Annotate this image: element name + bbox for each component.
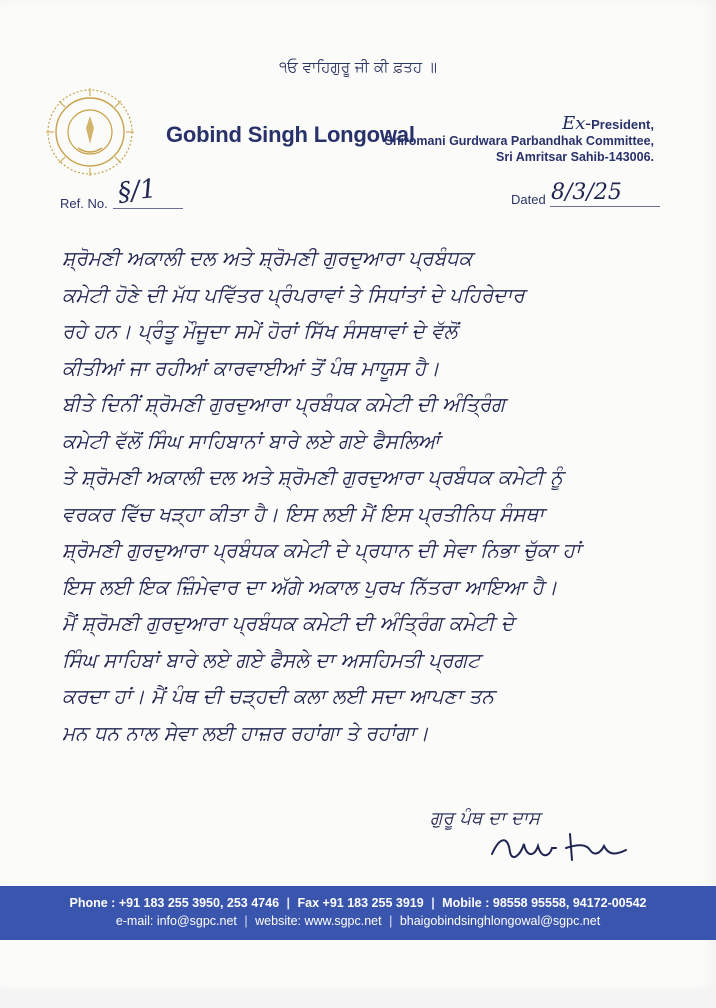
letter-line: ਕਰਦਾ ਹਾਂ। ਮੈਂ ਪੰਥ ਦੀ ਚੜ੍ਹਦੀ ਕਲਾ ਲਈ ਸਦਾ ਆਪਣਾ ਤਨ (62, 684, 495, 708)
letterhead-name: Gobind Singh Longowal (166, 122, 415, 147)
website-link[interactable]: www.sgpc.net (304, 914, 382, 928)
handwritten-letter-body (62, 240, 662, 751)
letter-line: ਮੈਂ ਸ਼੍ਰੋਮਣੀ ਗੁਰਦੁਆਰਾ ਪ੍ਰਬੰਧਕ ਕਮੇਟੀ ਦੀ ਅੰਤ੍ਰਿੰਗ ਕਮੇਟੀ ਦੇ (62, 611, 514, 635)
letter-line: ਸ਼੍ਰੋਮਣੀ ਗੁਰਦੁਆਰਾ ਪ੍ਰਬੰਧਕ ਕਮੇਟੀ ਦੇ ਪ੍ਰਧਾਨ ਦੀ ਸੇਵਾ ਨਿਭਾ ਚੁੱਕਾ ਹਾਂ (62, 538, 581, 562)
ref-no-underline (113, 208, 183, 209)
letter-line: ਰਹੇ ਹਨ। ਪ੍ਰੰਤੂ ਮੌਜੂਦਾ ਸਮੇਂ ਹੋਰਾਂ ਸਿੱਖ ਸੰਸਥਾਵਾਂ ਦੇ ਵੱਲੋਂ (62, 319, 458, 343)
org-line-1: Shiromani Gurdwara Parbandhak Committee, (384, 134, 654, 148)
email2-link[interactable]: bhaigobindsinghlongowal@sgpc.net (399, 914, 601, 928)
website-label: website: (255, 914, 301, 928)
letter-line: ਮਨ ਧਨ ਨਾਲ ਸੇਵਾ ਲਈ ਹਾਜ਼ਰ ਰਹਾਂਗਾ ਤੇ ਰਹਾਂਗਾ। (62, 720, 429, 745)
footer-contact-row: Phone : +91 183 255 3950, 253 4746 | Fax +91 183 255 3919 | Mobile : 98558 95558, 94172-00542 (69, 896, 647, 910)
fax-value: +91 183 255 3919 (322, 896, 424, 910)
email-link[interactable]: info@sgpc.net (156, 914, 237, 928)
footer-contact-band (0, 886, 716, 940)
dated-value: 8/3/25 (551, 180, 622, 205)
mobile-value: 98558 95558, 94172-00542 (492, 896, 647, 910)
mobile-label: Mobile : (442, 896, 490, 910)
letter-line: ਸ਼੍ਰੋਮਣੀ ਅਕਾਲੀ ਦਲ ਅਤੇ ਸ਼੍ਰੋਮਣੀ ਗੁਰਦੁਆਰਾ ਪ੍ਰਬੰਧਕ (62, 246, 473, 270)
title-text: President, (591, 117, 654, 132)
ref-no-value: §/1 (116, 174, 158, 208)
invocation-text: ੧ਓ ਵਾਹਿਗੁਰੂ ਜੀ ਕੀ ਫ਼ਤਹ ॥ (278, 58, 437, 76)
phone-value: +91 183 255 3950, 253 4746 (118, 896, 280, 910)
fax-label: Fax (297, 896, 320, 910)
ref-no-label: Ref. No. (60, 196, 108, 211)
title-prefix: Ex- (562, 113, 592, 134)
letter-closing: ਗੁਰੂ ਪੰਥ ਦਾ ਦਾਸ (430, 808, 540, 829)
letter-line: ਬੀਤੇ ਦਿਨੀਂ ਸ਼੍ਰੋਮਣੀ ਗੁਰਦੁਆਰਾ ਪ੍ਰਬੰਧਕ ਕਮੇਟੀ ਦੀ ਅੰਤ੍ਰਿੰਗ (62, 392, 506, 416)
letter-line: ਕਮੇਟੀ ਹੋਣੇ ਦੀ ਮੱਧ ਪਵਿੱਤਰ ਪ੍ਰੰਪਰਾਵਾਂ ਤੇ ਸਿਧਾਂਤਾਂ ਦੇ ਪਹਿਰੇਦਾਰ (62, 282, 525, 307)
dated-label: Dated (511, 192, 546, 207)
handwritten-signature-icon (486, 826, 646, 868)
letter-line: ਵਰਕਰ ਵਿੱਚ ਖੜ੍ਹਾ ਕੀਤਾ ਹੈ। ਇਸ ਲਈ ਮੈਂ ਇਸ ਪ੍ਰਤੀਨਿਧ ਸੰਸਥਾ (62, 501, 544, 526)
org-line-2: Sri Amritsar Sahib-143006. (496, 150, 654, 164)
letter-line: ਇਸ ਲਈ ਇਕ ਜ਼ਿੰਮੇਵਾਰ ਦਾ ਅੱਗੇ ਅਕਾਲ ਪੁਰਖ ਨਿੱਤਰਾ ਆਇਆ ਹੈ। (62, 574, 558, 599)
seal-emblem-icon (44, 86, 136, 178)
footer-online-row: e-mail: info@sgpc.net | website: www.sgpc.net | bhaigobindsinghlongowal@sgpc.net (115, 914, 601, 928)
letter-line: ਸਿੰਘ ਸਾਹਿਬਾਂ ਬਾਰੇ ਲਏ ਗਏ ਫੈਸਲੇ ਦਾ ਅਸਹਿਮਤੀ ਪ੍ਰਗਟ (62, 647, 481, 672)
letter-line: ਕਮੇਟੀ ਵੱਲੋਂ ਸਿੰਘ ਸਾਹਿਬਾਨਾਂ ਬਾਰੇ ਲਏ ਗਏ ਫੈਸਲਿਆਂ (62, 428, 440, 453)
letterhead-title-block (384, 113, 654, 165)
phone-label: Phone : (69, 896, 116, 910)
email-label: e-mail: (115, 914, 154, 928)
letter-line: ਤੇ ਸ਼੍ਰੋਮਣੀ ਅਕਾਲੀ ਦਲ ਅਤੇ ਸ਼੍ਰੋਮਣੀ ਗੁਰਦੁਆਰਾ ਪ੍ਰਬੰਧਕ ਕਮੇਟੀ ਨੂੰ (62, 465, 563, 489)
letter-line: ਕੀਤੀਆਂ ਜਾ ਰਹੀਆਂ ਕਾਰਵਾਈਆਂ ਤੋਂ ਪੰਥ ਮਾਯੂਸ ਹੈ। (62, 355, 440, 380)
dated-underline (550, 206, 660, 207)
